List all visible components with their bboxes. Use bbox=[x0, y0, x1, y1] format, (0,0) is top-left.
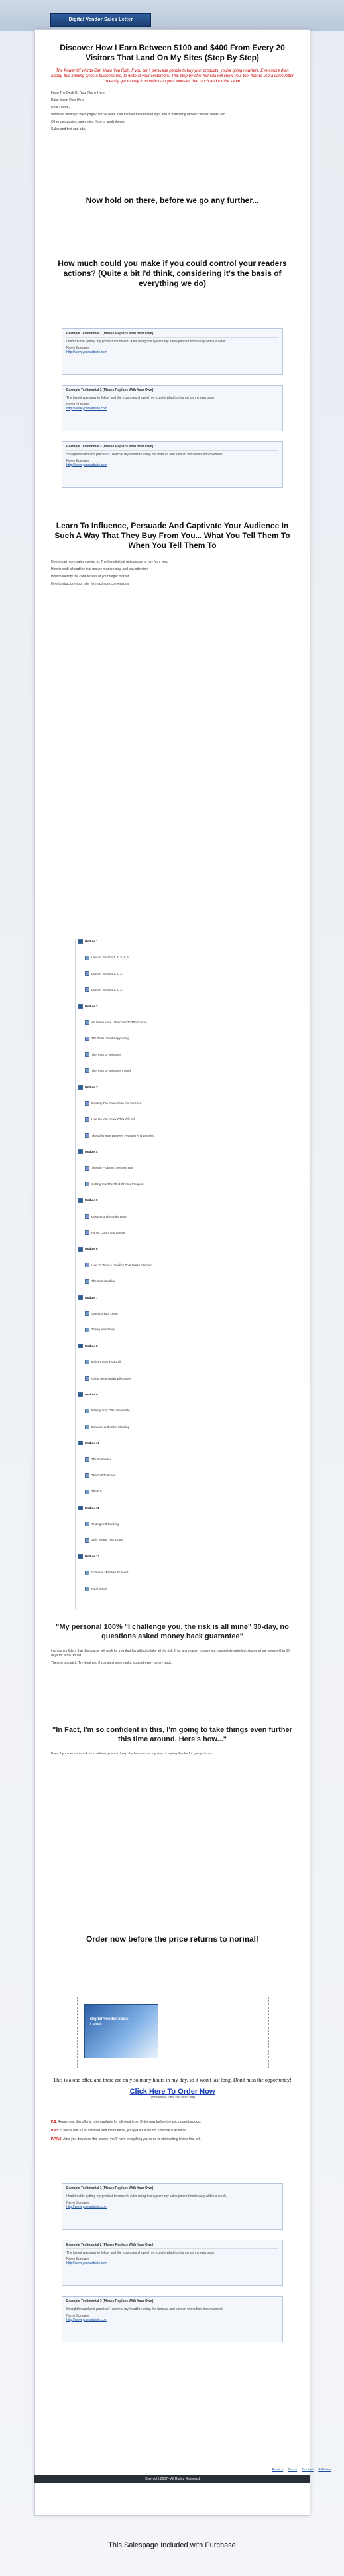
testimonial-name: Name Surname bbox=[66, 402, 90, 407]
bullet-icon bbox=[78, 1149, 83, 1154]
toc-label: Module 4 bbox=[85, 1150, 98, 1154]
testimonial-header: Example Testimonial 1 (Please Replace With Your Own) bbox=[66, 332, 278, 338]
toc-label: Bonuses and Value Stacking bbox=[91, 1425, 130, 1429]
toc-item bbox=[85, 1522, 119, 1526]
toc-label: Module 1 bbox=[85, 940, 98, 943]
testimonial-body: Straightforward and practical. I rewrote my headline using the formula and saw an immediate improvement. bbox=[66, 2307, 224, 2311]
learn-item: How to craft a headline that makes readers stop and pay attention. bbox=[51, 567, 149, 571]
toc-item bbox=[85, 1068, 131, 1073]
course-outline bbox=[75, 939, 255, 1609]
bullet-icon bbox=[85, 1052, 89, 1057]
toc-item bbox=[85, 1538, 123, 1542]
toc-label: Opening Your Letter bbox=[91, 1311, 119, 1315]
from-line: From The Desk Of: Your Name Here bbox=[51, 91, 105, 95]
date-line: Date: Insert Date Here bbox=[51, 98, 85, 102]
toc-label: Module 8 bbox=[85, 1344, 98, 1348]
toc-label: Lesson: Section 1, 2, 3, 4, 5 bbox=[91, 956, 129, 960]
footer-link[interactable]: Terms bbox=[288, 2468, 298, 2472]
bullet-icon bbox=[85, 971, 89, 976]
toc-chapter bbox=[78, 939, 98, 944]
bullet-icon bbox=[85, 956, 89, 960]
confident-heading: "In Fact, I'm so confident in this, I'm going to take things even further this time around. Here's how..." bbox=[52, 1726, 292, 1743]
toc-chapter bbox=[78, 1554, 99, 1559]
toc-label: Telling Your Story bbox=[91, 1328, 115, 1332]
bullet-icon bbox=[85, 1101, 89, 1106]
confident-paragraph: Even if you decide to ask for a refund, you can keep the bonuses as my way of saying thanks for giving it a try. bbox=[51, 1752, 213, 1756]
testimonial-link[interactable]: http://www.yourwebsite.com bbox=[66, 350, 107, 354]
toc-label: The Truth About Copywriting bbox=[91, 1037, 129, 1040]
control-section bbox=[51, 259, 294, 289]
main-headline: Discover How I Earn Between $100 and $400 From Every 20 Visitors That Land On My Sites (Step By Step) bbox=[60, 43, 285, 62]
testimonial-box bbox=[62, 328, 283, 375]
testimonial-body: The layout was easy to follow and the examples showed me exactly what to change on my own page. bbox=[66, 396, 215, 400]
toc-chapter bbox=[78, 1004, 98, 1009]
wait-section bbox=[51, 196, 294, 206]
toc-item bbox=[85, 1214, 127, 1219]
bullet-icon bbox=[85, 1182, 89, 1186]
body-paragraph: Whoever visiting a WEB page? You've been able to meet the demand right and in marketing of new chapter, hours, etc. bbox=[51, 113, 226, 117]
site-logo[interactable]: Digital Vendor Sales Letter bbox=[50, 13, 151, 27]
bullet-icon bbox=[85, 1360, 89, 1364]
testimonial-link[interactable]: http://www.yourwebsite.com bbox=[66, 2261, 107, 2265]
testimonial-link[interactable]: http://www.yourwebsite.com bbox=[66, 463, 107, 467]
toc-label: An Introduction - Welcome To The Course bbox=[91, 1020, 147, 1024]
learn-section bbox=[51, 521, 294, 589]
testimonial-name: Name Surname bbox=[66, 346, 90, 350]
toc-item bbox=[85, 1489, 103, 1494]
bullet-icon bbox=[85, 1068, 89, 1073]
testimonial-body: Straightforward and practical. I rewrote my headline using the formula and saw an immediate improvement. bbox=[66, 453, 224, 457]
toc-label: Module 9 bbox=[85, 1392, 98, 1396]
toc-label: Module 6 bbox=[85, 1247, 98, 1251]
sales-letter-sheet bbox=[34, 29, 310, 2516]
testimonial-box bbox=[62, 2240, 283, 2286]
testimonial-header: Example Testimonial 3 (Please Replace With Your Own) bbox=[66, 2299, 278, 2305]
bullet-icon bbox=[85, 1311, 89, 1316]
toc-chapter bbox=[78, 1198, 98, 1202]
confident-body bbox=[51, 1752, 294, 1756]
toc-label: Module 12 bbox=[85, 1554, 100, 1558]
toc-label: The Big Problem Everyone Has bbox=[91, 1166, 134, 1170]
toc-item bbox=[85, 1327, 115, 1332]
order-section bbox=[51, 1934, 294, 1944]
toc-item bbox=[85, 1376, 131, 1381]
toc-label: Testing And Tracking bbox=[91, 1522, 119, 1526]
bullet-icon bbox=[85, 1473, 89, 1478]
bullet-icon bbox=[78, 1506, 83, 1510]
bullet-icon bbox=[85, 1133, 89, 1138]
control-heading: How much could you make if you could control your readers actions? (Quite a bit I'd think, considering it's the basis of everything we do) bbox=[58, 259, 287, 288]
confident-section bbox=[51, 1725, 294, 1759]
toc-label: The Truth 3 - Mistakes In Web bbox=[91, 1069, 132, 1073]
bullet-icon bbox=[85, 1230, 89, 1235]
testimonial-link[interactable]: http://www.yourwebsite.com bbox=[66, 406, 107, 411]
ps-line: P.P.S. If you're not 100% satisfied with the material, you get a full refund. The risk is all mine. bbox=[51, 2129, 187, 2133]
testimonial-link[interactable]: http://www.yourwebsite.com bbox=[66, 2204, 107, 2209]
bullet-icon bbox=[78, 1554, 83, 1559]
hero-subhead: The Power Of Words Can Make You Rich. If you can't persuade people to buy your products, you're going nowhere. Even more than happy, this training gives a business me, to write at your customers! This step-by-step formula will show you, too, how to use a sales letter to easily get money from visitors to your website, that much and for the same bbox=[51, 69, 294, 84]
salutation: Dear Friend, bbox=[51, 106, 70, 109]
body-paragraph: Other persuasion, sales sites (how to apply them). bbox=[51, 120, 125, 124]
testimonial-box bbox=[62, 441, 283, 488]
toc-label: Module 3 bbox=[85, 1085, 98, 1089]
learn-item: How to get more sales coming in. The formula that gets people to buy from you. bbox=[51, 560, 168, 564]
bullet-icon bbox=[85, 1587, 89, 1591]
bullet-icon bbox=[85, 1425, 89, 1429]
testimonial-name: Name Surname bbox=[66, 459, 90, 463]
toc-label: The Guarantee bbox=[91, 1457, 112, 1461]
bullet-icon bbox=[85, 1409, 89, 1413]
bullet-icon bbox=[78, 1085, 83, 1090]
toc-chapter bbox=[78, 1246, 98, 1251]
guarantee-heading: "My personal 100% "I challenge you, the risk is all mine" 30-day, no questions asked money back guarantee" bbox=[56, 1623, 289, 1640]
toc-label: Building The Foundation For Success bbox=[91, 1101, 141, 1105]
toc-item bbox=[85, 1230, 125, 1235]
toc-label: The Difference Between Features And Benefits bbox=[91, 1133, 154, 1137]
ps-line: P.S. Remember, this offer is only available for a limited time. Order now before the price goes back up. bbox=[51, 2120, 201, 2124]
bullet-icon bbox=[85, 1522, 89, 1526]
bullet-icon bbox=[85, 1376, 89, 1381]
learn-list bbox=[51, 560, 294, 587]
bullet-icon bbox=[85, 1037, 89, 1041]
testimonial-box bbox=[62, 2296, 283, 2342]
guarantee-section bbox=[51, 1622, 294, 1668]
bullet-icon bbox=[78, 1295, 83, 1300]
learn-item: How to identify the core desires of your target market. bbox=[51, 575, 130, 579]
testimonial-header: Example Testimonial 3 (Please Replace With Your Own) bbox=[66, 445, 278, 451]
toc-chapter bbox=[78, 1392, 98, 1397]
toc-item bbox=[85, 1101, 141, 1106]
toc-item bbox=[85, 1279, 115, 1283]
toc-chapter bbox=[78, 1295, 98, 1300]
footer-link[interactable]: Affiliates bbox=[318, 2468, 331, 2472]
ps-section bbox=[51, 2120, 294, 2146]
testimonial-name: Name Surname bbox=[66, 2200, 90, 2205]
toc-label: Making Your Offer Irresistible bbox=[91, 1409, 130, 1413]
toc-chapter bbox=[78, 1149, 98, 1154]
testimonial-body: I had trouble getting my product to convert. After using this system my sales jumped noticeably within a week. bbox=[66, 340, 227, 344]
toc-label: How Do You Know What Will Sell bbox=[91, 1117, 136, 1121]
toc-label: Module 2 bbox=[85, 1004, 98, 1008]
bullet-icon bbox=[85, 1166, 89, 1171]
toc-label: Getting Into The Mind Of Your Prospect bbox=[91, 1182, 144, 1186]
footer-link[interactable]: Contact bbox=[302, 2468, 314, 2472]
toc-item bbox=[85, 1165, 133, 1170]
header-band bbox=[0, 0, 344, 31]
toc-chapter bbox=[78, 1506, 99, 1510]
toc-item bbox=[85, 1408, 130, 1413]
toc-item bbox=[85, 1020, 147, 1025]
toc-label: Module 7 bbox=[85, 1295, 98, 1299]
bullet-icon bbox=[78, 1198, 83, 1203]
bullet-icon bbox=[85, 1279, 89, 1284]
learn-heading: Learn To Influence, Persuade And Captivate Your Audience In Such A Way That They Buy From You... What You Tell Them To When You Tell Them To bbox=[54, 521, 290, 550]
toc-label: Using Testimonials Effectively bbox=[91, 1376, 131, 1380]
toc-label: Module 5 bbox=[85, 1198, 98, 1202]
footer-link[interactable]: Privacy bbox=[272, 2468, 284, 2472]
toc-label: The P.S. bbox=[91, 1490, 103, 1494]
hero-section bbox=[51, 43, 294, 135]
order-subtext: (Immediate, This site is no fee) bbox=[149, 2096, 196, 2100]
testimonial-body: I had trouble getting my product to convert. After using this system my sales jumped noticeably within a week. bbox=[66, 2194, 227, 2198]
testimonial-header: Example Testimonial 1 (Please Replace With Your Own) bbox=[66, 2186, 278, 2192]
order-cta bbox=[51, 2077, 294, 2100]
guarantee-paragraph: There is no catch. Try it out and if you don't see results, you get every penny back. bbox=[51, 1661, 172, 1665]
toc-item bbox=[85, 955, 129, 960]
ps-line: P.P.P.S. After you download this course, you'll have everything you need to start writing letters that sell. bbox=[51, 2137, 201, 2141]
learn-item: How to structure your offer for maximum conversions. bbox=[51, 582, 130, 586]
toc-chapter bbox=[78, 1344, 98, 1348]
testimonial-name: Name Surname bbox=[66, 2257, 90, 2261]
wait-heading: Now hold on there, before we go any further... bbox=[86, 196, 259, 205]
bullet-icon bbox=[78, 1344, 83, 1348]
toc-item bbox=[85, 1570, 128, 1575]
toc-item bbox=[85, 1133, 154, 1138]
bullet-icon bbox=[85, 1538, 89, 1543]
order-now-link[interactable]: Click Here To Order Now bbox=[129, 2088, 215, 2096]
toc-item bbox=[85, 1311, 118, 1316]
order-box bbox=[77, 1997, 269, 2068]
toc-label: Bullet Points That Sell bbox=[91, 1360, 121, 1364]
toc-label: Final Words bbox=[91, 1587, 107, 1591]
testimonial-link[interactable]: http://www.yourwebsite.com bbox=[66, 2317, 107, 2322]
guarantee-body bbox=[51, 1649, 294, 1666]
order-heading: Order now before the price returns to normal! bbox=[86, 1934, 259, 1944]
toc-item bbox=[85, 1052, 121, 1057]
bullet-icon bbox=[78, 1247, 83, 1252]
toc-label: Module 11 bbox=[85, 1506, 99, 1510]
bullet-icon bbox=[85, 1457, 89, 1462]
body-paragraph: Sales and text and ads. bbox=[51, 127, 86, 131]
toc-label: Lesson: Section 1, 2, 3 bbox=[91, 988, 122, 992]
toc-item bbox=[85, 1473, 115, 1478]
bullet-icon bbox=[85, 1571, 89, 1575]
bullet-icon bbox=[85, 1214, 89, 1219]
toc-label: Lesson: Section 1, 2, 3 bbox=[91, 971, 122, 975]
toc-chapter bbox=[78, 1085, 98, 1090]
toc-label: Designing The Sales Letter bbox=[91, 1214, 128, 1218]
toc-item bbox=[85, 1425, 129, 1429]
bullet-icon bbox=[78, 1392, 83, 1397]
bottom-caption: This Salespage Included with Purchase bbox=[108, 2541, 236, 2549]
testimonial-box bbox=[62, 2183, 283, 2230]
toc-label: How To Write A Headline That Grabs Attention bbox=[91, 1263, 152, 1267]
testimonial-body: The layout was easy to follow and the examples showed me exactly what to change on my own page. bbox=[66, 2251, 215, 2255]
toc-item bbox=[85, 987, 122, 992]
hero-meta bbox=[51, 91, 294, 132]
toc-chapter bbox=[78, 1441, 99, 1445]
bullet-icon bbox=[85, 1117, 89, 1122]
toc-item bbox=[85, 1036, 129, 1040]
bullet-icon bbox=[85, 1328, 89, 1332]
bullet-icon bbox=[85, 987, 89, 992]
toc-item bbox=[85, 1263, 152, 1267]
toc-label: Module 10 bbox=[85, 1441, 100, 1445]
product-image bbox=[84, 2004, 158, 2058]
toc-label: Fonts, Colors and Layout bbox=[91, 1231, 125, 1235]
bullet-icon bbox=[78, 939, 83, 944]
guarantee-paragraph: I am so confident that this course will work for you that I'm willing to take all the risk. If for any reason you are not completely satisfied, simply let me know within 30 days for a full refund. bbox=[51, 1649, 290, 1658]
toc-item bbox=[85, 1360, 121, 1364]
toc-item bbox=[85, 1587, 107, 1591]
toc-label: The Sub-Headline bbox=[91, 1279, 116, 1283]
copyright-bar: Copyright 2007 - All Rights Reserved bbox=[34, 2475, 310, 2483]
toc-item bbox=[85, 1182, 143, 1186]
testimonial-name: Name Surname bbox=[66, 2313, 90, 2318]
bullet-icon bbox=[85, 1490, 89, 1494]
bullet-icon bbox=[78, 1004, 83, 1009]
toc-label: Common Mistakes To Avoid bbox=[91, 1571, 129, 1575]
product-image-text: Digital Vendor Sales Letter bbox=[90, 2017, 129, 2027]
testimonial-header: Example Testimonial 2 (Please Replace With Your Own) bbox=[66, 2243, 278, 2249]
order-caption: This is a one offer, and there are only so many hours in my day, so it won't last long. Don't miss the opportunity! bbox=[53, 2077, 292, 2083]
testimonial-box bbox=[62, 385, 283, 431]
bullet-icon bbox=[78, 1441, 83, 1445]
footer-links bbox=[268, 2468, 331, 2472]
toc-label: The Truth 2 - Mistakes bbox=[91, 1052, 121, 1056]
bullet-icon bbox=[85, 1263, 89, 1267]
toc-label: Split Testing Your Letter bbox=[91, 1538, 123, 1542]
toc-item bbox=[85, 1457, 111, 1461]
toc-item bbox=[85, 1117, 135, 1121]
toc-label: The Call To Action bbox=[91, 1473, 116, 1477]
toc-item bbox=[85, 971, 122, 976]
bullet-icon bbox=[85, 1020, 89, 1025]
testimonial-header: Example Testimonial 2 (Please Replace With Your Own) bbox=[66, 388, 278, 394]
